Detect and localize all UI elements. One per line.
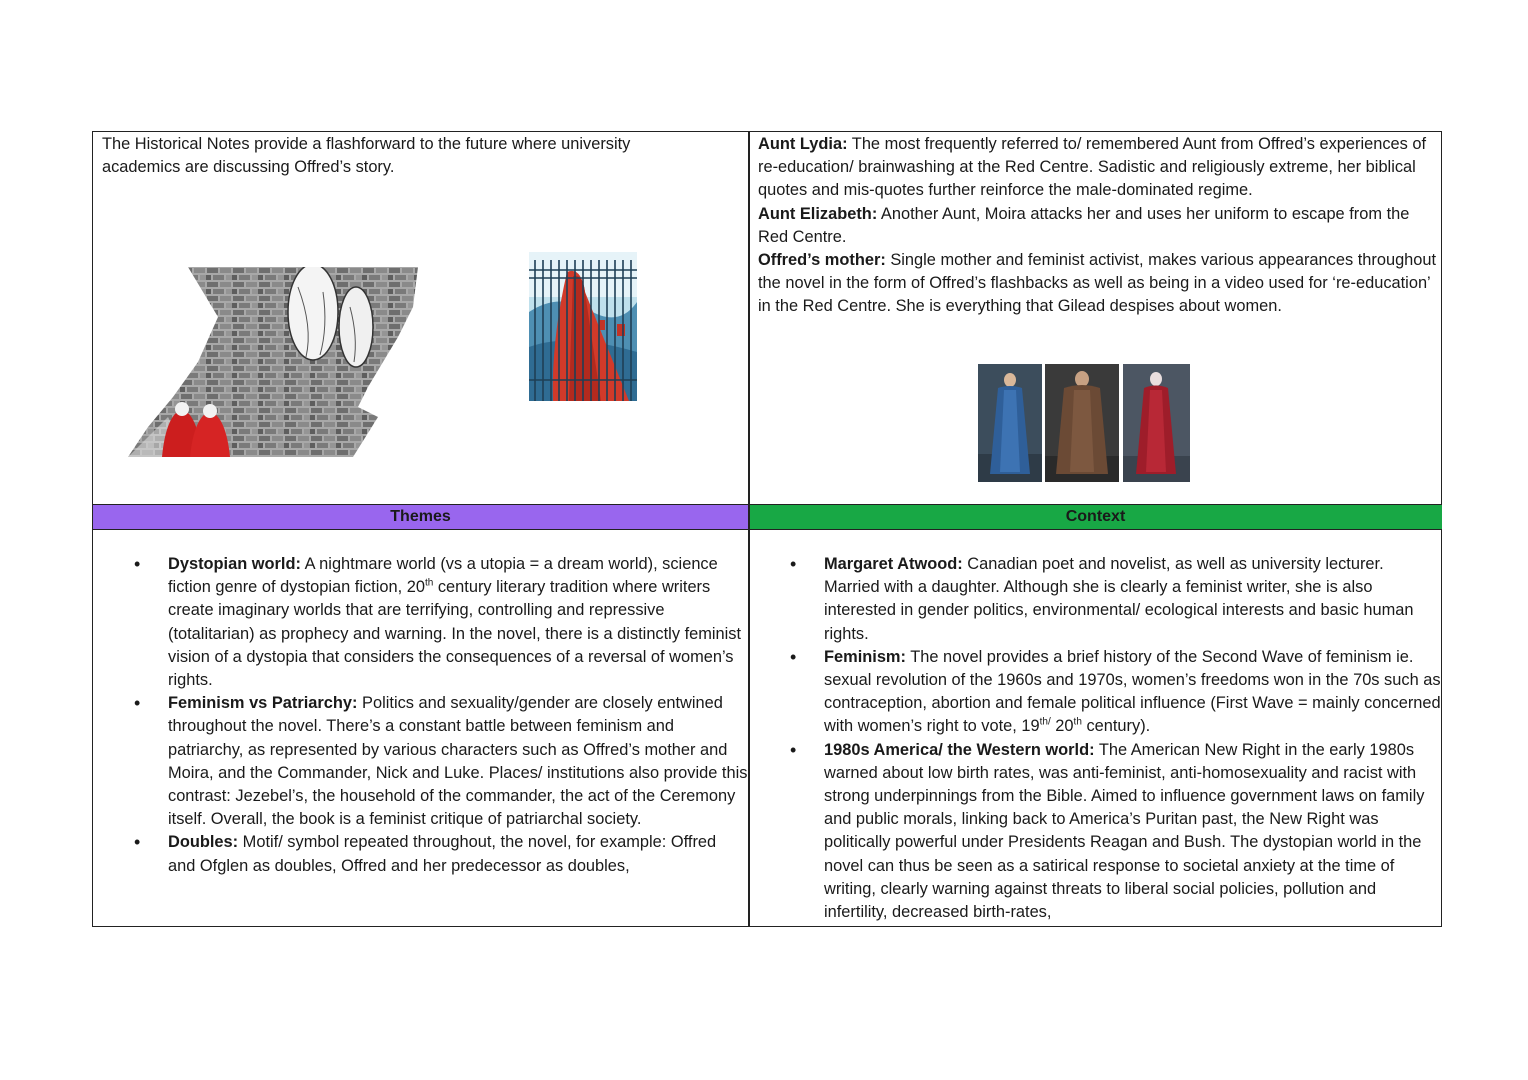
character-photos	[978, 364, 1190, 482]
aunt-elizabeth-text: Another Aunt, Moira attacks her and uses her uniform to escape from the Red Centre.	[758, 204, 1410, 246]
historical-notes-text: The Historical Notes provide a flashforward to the future where university academics are discussing Offred’s story.	[102, 135, 631, 177]
characters-cell	[758, 133, 1438, 503]
theme-sup: th	[424, 577, 434, 589]
context-header: Context	[750, 505, 1442, 529]
aunt-elizabeth-term: Aunt Elizabeth:	[758, 204, 878, 223]
context-text-cont: century).	[1081, 717, 1151, 736]
theme-text: A nightmare world (vs a utopia = a dream world), science fiction genre of dystopian fiction, 20	[168, 555, 718, 597]
character-offreds-mother	[758, 249, 1438, 319]
theme-text: Motif/ symbol repeated throughout, the novel, for example: Offred and Ofglen as doubles, Offred and her predecessor as doubles,	[168, 833, 717, 875]
aunt-lydia-term: Aunt Lydia:	[758, 135, 848, 153]
context-text: Canadian poet and novelist, as well as university lecturer. Married with a daughter. Although she is clearly a feminist writer, she is also interested in gender politics, environmental/ ecological interests and basic human rights.	[824, 555, 1414, 643]
context-term: Margaret Atwood:	[824, 555, 963, 573]
context-text: The novel provides a brief history of the Second Wave of feminism ie. sexual revolution of the 1960s and 1970s, women’s freedoms won in the 70s such as contraception, abortion and female political influence (First Wave = mainly concerned with women’s right to vote, 19	[824, 647, 1441, 736]
offreds-mother-term: Offred’s mother:	[758, 251, 886, 270]
context-term: Feminism:	[824, 647, 906, 666]
notes-table	[92, 131, 1442, 927]
themes-header: Themes	[93, 505, 748, 529]
theme-text: Politics and sexuality/gender are closely entwined throughout the novel. There’s a constant battle between feminism and patriarchy, as represented by various characters such as Offred’s mother and Moira, and the Commander, Nick and Luke. Places/ institutions also provide this contrast: Jezebel’s, the household of the commander, the act of the Ceremony itself. Overall, the book is a feminist critique of patriarchal society.	[168, 694, 748, 829]
context-text: The American New Right in the early 1980s warned about low birth rates, was anti-feminist, anti-homosexuality and racist with strong underpinnings from the Bible. Aimed to influence government laws on family and public morals, linking back to America’s Puritan past, the New Right was politically powerful under Presidents Reagan and Bush. The dystopian world in the novel can thus be seen as a satirical response to societal anxiety at the time of writing, clearly warning against threats to liberal social policies, pollution and infertility, decreased birth-rates,	[824, 740, 1425, 922]
historical-notes-cell	[102, 133, 742, 503]
theme-term: Doubles:	[168, 833, 239, 852]
context-cell	[749, 553, 1441, 925]
character-aunt-lydia	[758, 133, 1438, 203]
context-sup: th/	[1039, 716, 1051, 728]
context-text-mid: 20	[1050, 717, 1074, 736]
aunt-lydia-text: The most frequently referred to/ remembered Aunt from Offred’s experiences of re-education/ brainwashing at the Red Centre. Sadistic and religiously extreme, her biblical quotes and mis-quotes further reinforce the male-dominated regime.	[758, 135, 1427, 200]
list-item	[749, 553, 1441, 646]
context-term: 1980s America/ the Western world:	[824, 740, 1095, 759]
wall-illustration	[128, 267, 418, 457]
theme-term: Dystopian world:	[168, 555, 301, 573]
list-item	[93, 553, 748, 692]
list-item	[93, 831, 748, 877]
themes-cell	[93, 553, 748, 925]
character-aunt-elizabeth	[758, 203, 1438, 249]
themes-list	[93, 553, 748, 878]
list-item	[749, 646, 1441, 739]
context-sup-2: th	[1073, 716, 1082, 728]
list-item	[749, 739, 1441, 925]
list-item	[93, 692, 748, 831]
theme-text-cont: century literary tradition where writers create imaginary worlds that are terrifying, controlling and repressive (totalitarian) as prophecy and warning. In the novel, there is a distinctly feminist vision of a dystopia that considers the consequences of a reversal of women’s rights.	[168, 578, 742, 690]
offreds-mother-text: Single mother and feminist activist, makes various appearances throughout the novel in the form of Offred’s flashbacks as well as being in a video used for ‘re-education’ in the Red Centre. She is everything that Gilead despises about women.	[758, 251, 1437, 316]
context-list	[749, 553, 1441, 924]
gate-illustration	[529, 252, 637, 401]
theme-term: Feminism vs Patriarchy:	[168, 694, 358, 713]
